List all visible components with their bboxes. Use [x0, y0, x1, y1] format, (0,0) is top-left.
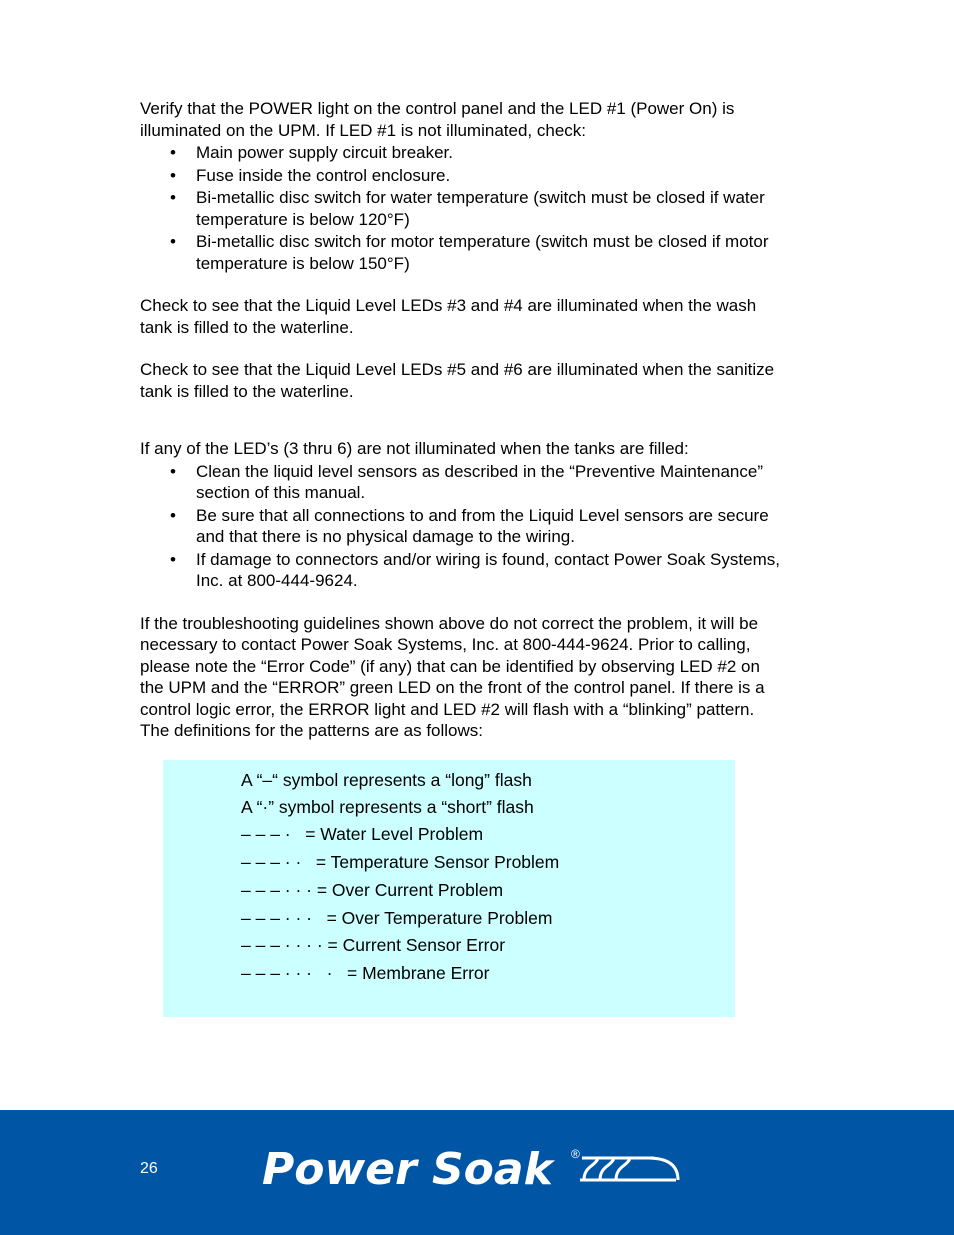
registered-mark: ®: [571, 1147, 580, 1161]
fixes-list: [140, 461, 780, 592]
page-number: 26: [140, 1160, 158, 1177]
list-item: • Clean the liquid level sensors as described in the “Preventive Maintenance” section of this manual.: [170, 461, 763, 502]
list-item: • If damage to connectors and/or wiring is found, contact Power Soak Systems, Inc. at 800-444-9624.: [170, 549, 780, 590]
wave-icon: [580, 1158, 678, 1180]
code-membrane: – – – · · · · = Membrane Error: [241, 963, 490, 983]
document-body: [140, 98, 780, 742]
power-soak-logo: [262, 1140, 682, 1195]
code-legend-short: A “·” symbol represents a “short” flash: [241, 797, 534, 817]
code-water-level: – – – · = Water Level Problem: [241, 824, 484, 844]
list-item: • Be sure that all connections to and from the Liquid Level sensors are secure and that there is no physical damage to the wiring.: [170, 505, 769, 546]
list-item: • Fuse inside the control enclosure.: [170, 165, 451, 185]
footer-bar: [0, 1110, 954, 1235]
list-item: • Bi-metallic disc switch for water temperature (switch must be closed if water temperature is below 120°F): [170, 188, 765, 229]
code-current-sensor: – – – · · · · = Current Sensor Error: [241, 935, 506, 955]
code-over-current: – – – · · · = Over Current Problem: [241, 880, 504, 900]
troubleshooting-paragraph: If the troubleshooting guidelines shown above do not correct the problem, it will be necessary to contact Power Soak Systems, Inc. at 800-444-9624. Prior to calling, please note the “Error Code” (if any) that can be identified by observing LED #2 on the UPM and the “ERROR” green LED on the front of the control panel. If there is a control logic error, the ERROR light and LED #2 will flash with a “blinking” pattern. The definitions for the patterns are as follows:: [140, 613, 765, 740]
logo-wordmark: Power Soak: [262, 1144, 553, 1190]
list-item: • Bi-metallic disc switch for motor temperature (switch must be closed if motor temperature is below 150°F): [170, 232, 769, 273]
list-item: • Main power supply circuit breaker.: [170, 143, 454, 162]
any-led-paragraph: If any of the LED’s (3 thru 6) are not illuminated when the tanks are filled:: [140, 439, 689, 458]
code-temperature-sensor: – – – · · = Temperature Sensor Problem: [241, 852, 560, 872]
sanitize-paragraph: Check to see that the Liquid Level LEDs #5 and #6 are illuminated when the sanitize tank is filled to the waterline.: [140, 360, 775, 401]
logo-graphic: [262, 1140, 682, 1190]
intro-paragraph: Verify that the POWER light on the control panel and the LED #1 (Power On) is illuminated on the UPM. If LED #1 is not illuminated, check:: [140, 99, 735, 140]
checks-list: [140, 142, 780, 274]
code-over-temperature: – – – · · · = Over Temperature Problem: [241, 908, 553, 928]
code-legend-long: A “–“ symbol represents a “long” flash: [241, 770, 532, 790]
error-codes-box: [163, 760, 735, 1017]
wash-paragraph: Check to see that the Liquid Level LEDs #3 and #4 are illuminated when the wash tank is filled to the waterline.: [140, 296, 757, 337]
